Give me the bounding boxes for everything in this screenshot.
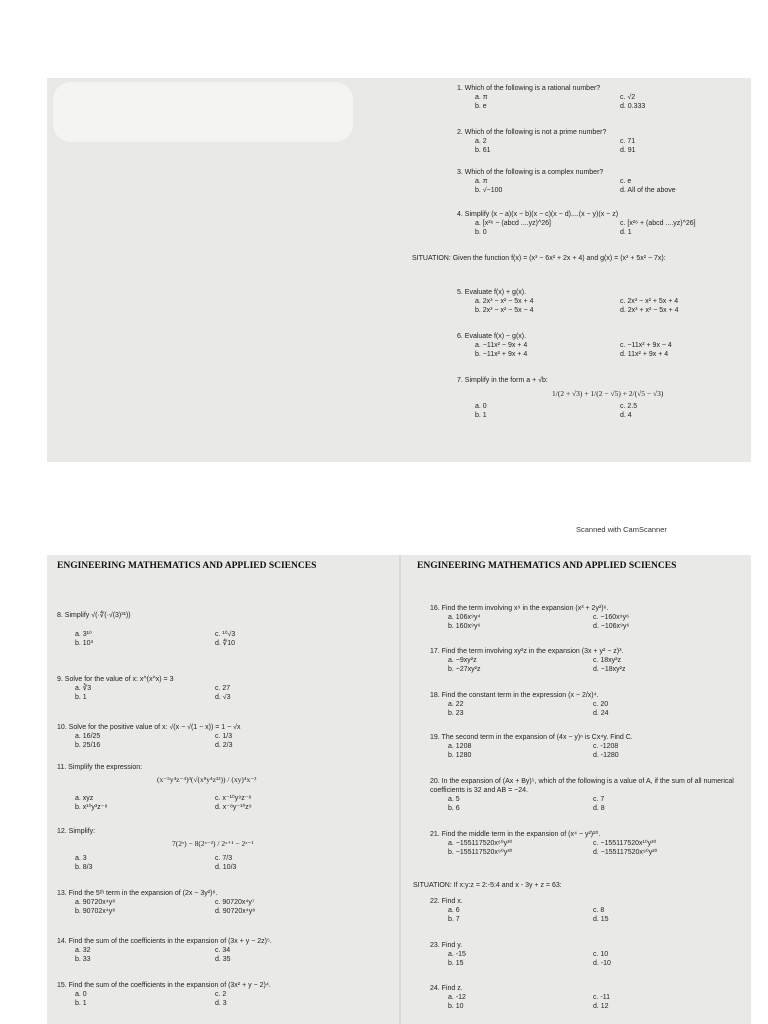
choice-d: d. 11x² + 9x + 4 [620,351,669,358]
choice-a: a. 32 [75,947,91,954]
question-20 [430,777,740,813]
choice-d: d. 12 [593,1003,609,1010]
question-12 [57,827,254,872]
question-9 [57,675,231,702]
choice-d: d. √3 [215,694,231,701]
choice-d: d. 10/3 [215,864,237,871]
choice-a: a. 3¹⁰ [75,631,92,638]
question-18 [430,691,740,718]
question-1 [457,84,645,111]
bottom-scanned-page [47,555,751,1024]
question-5 [457,288,679,315]
choice-a: a. -12 [448,994,466,1001]
choice-d: d. 91 [620,147,636,154]
choice-b: b. 2x³ − x² − 5x − 4 [475,307,534,314]
question-17 [430,647,740,674]
choice-d: d. x⁻⁸y⁻¹⁰z⁹ [215,804,252,811]
math-expression: 1/(2 + √3) + 1/(2 − √5) + 2/(√5 − √3) [552,389,664,398]
choice-a: a. 6 [448,907,460,914]
choice-c: c. 90720x⁴y⁷ [215,899,255,906]
choice-d: d. 3 [215,1000,227,1007]
choice-c: c. 10 [593,951,609,958]
choice-a: a. [x²⁶ − (abcd ....yz)^26] [475,220,551,227]
choice-d: d. 24 [593,710,609,717]
choice-a: a. 0 [75,991,87,998]
choice-c: c. −11x² + 9x − 4 [620,342,672,349]
question-text: 3. Which of the following is a complex number? [457,169,604,176]
question-15 [57,981,271,1008]
choice-d: d. 90720x⁴y⁸ [215,908,256,915]
choice-b: b. −27xy²z [448,666,481,673]
choice-a: a. 90720x⁴y⁸ [75,899,116,906]
question-text: 4. Simplify (x − a)(x − b)(x − c)(x − d)....(x − y)(x − z) [457,211,619,218]
choice-c: c. 8 [593,907,605,914]
choice-a: a. 1208 [448,743,472,750]
choice-d: d. ∜10 [215,640,236,647]
choice-d: d. 8 [593,805,605,812]
question-3 [457,168,676,195]
math-expression: 7(2ˣ) − 8(2ˣ⁻²) / 2ˣ⁺¹ − 2ˣ⁻¹ [172,839,254,848]
top-scanned-page [47,78,751,462]
choice-d: d. 1 [620,229,632,236]
choice-c: c. 27 [215,685,231,692]
choice-b: b. 160x⁹y⁶ [448,623,481,630]
question-text: 21. Find the middle term in the expansion of (x⁴ − y²)²⁰. [430,831,601,838]
choice-a: a. −11x² − 9x + 4 [475,342,528,349]
choice-b: b. 61 [475,147,491,154]
choice-c: c. 2.5 [620,403,638,410]
choice-b: b. 1 [475,412,487,419]
choice-c: c. 7 [593,796,605,803]
choice-a: a. −155117520x⁶⁰y³⁰ [448,840,513,847]
choice-a: a. −9xy²z [448,657,477,664]
choice-d: d. 15 [593,916,609,923]
right-page-header: ENGINEERING MATHEMATICS AND APPLIED SCIENCES [417,561,677,571]
choice-a: a. 0 [475,403,487,410]
choice-c: c. 7/3 [215,855,233,862]
choice-a: a. 5 [448,796,460,803]
choice-d: d. −155117520x⁹⁰y²⁰ [593,849,658,856]
question-4 [457,210,696,237]
question-text: 2. Which of the following is not a prime number? [457,129,607,136]
choice-c: c. 1/3 [215,733,233,740]
choice-c: c. e [620,178,632,185]
question-text: 1. Which of the following is a rational number? [457,85,601,92]
question-2 [457,128,636,155]
choice-b: b. 1 [75,694,87,701]
choice-d: d. 4 [620,412,632,419]
left-page-header: ENGINEERING MATHEMATICS AND APPLIED SCIENCES [57,561,317,571]
choice-c: c. -11 [593,994,610,1001]
choice-b: b. 23 [448,710,464,717]
question-21 [430,830,740,857]
question-text: 22. Find x. [430,898,463,905]
question-19 [430,733,740,760]
question-14 [57,937,272,964]
question-text: 15. Find the sum of the coefficients in the expansion of (3x² + y − 2)⁴. [57,982,271,989]
choice-d: d. −18xy²z [593,666,626,673]
question-text: 16. Find the term involving x⁹ in the expansion (x³ + 2y²)⁶. [430,605,609,612]
choice-a: a. 106x⁹y⁴ [448,614,481,621]
choice-a: a. π [475,178,488,185]
choice-a: a. 22 [448,701,464,708]
question-text: 19. The second term in the expansion of (4x − y)ⁿ is Cx⁴y. Find C. [430,734,633,741]
question-text: 23. Find y. [430,942,463,949]
choice-d: d. 35 [215,956,231,963]
choice-d: d. 2/3 [215,742,233,749]
choice-a: a. 3 [75,855,87,862]
question-text: 6. Evaluate f(x) − g(x). [457,333,527,340]
choice-c: c. 20 [593,701,609,708]
choice-c: c. 34 [215,947,231,954]
choice-c: c. 2x³ − x² + 5x + 4 [620,298,679,305]
question-text: 10. Solve for the positive value of x: √(x − √(1 − x)) = 1 − √x [57,724,241,731]
choice-b: b. 0 [475,229,487,236]
choice-b: b. 25/16 [75,742,101,749]
choice-d: d. -1280 [593,752,619,759]
choice-b: b. 33 [75,956,91,963]
question-22 [430,897,740,924]
choice-c: c. x⁻¹⁰y⁹z⁻⁸ [215,795,252,802]
choice-a: a. -15 [448,951,466,958]
choice-a: a. ∛3 [75,685,92,692]
choice-a: a. π [475,94,488,101]
choice-c: c. 71 [620,138,636,145]
redacted-area [53,82,353,142]
choice-c: c. 18xy²z [593,657,622,664]
question-8 [57,611,235,648]
choice-c: c. ¹⁰√3 [215,631,236,638]
question-23 [430,941,740,968]
choice-b: b. 8/3 [75,864,93,871]
question-text: 17. Find the term involving xy²z in the expansion (3x + y² − z)³. [430,648,624,655]
choice-b: b. x¹⁰y³z⁻⁸ [75,804,108,811]
question-text: 13. Find the 5ᵗʰ term in the expansion of (2x − 3y²)⁸. [57,890,218,897]
choice-c: c. −160x⁹y⁶ [593,614,630,621]
question-6 [457,332,672,359]
choice-c: c. 2 [215,991,227,998]
question-text: 20. In the expansion of (Ax + By)⁵, which of the following is a value of A, if the sum of all numerical coefficients is 32 and AB = −24. [430,778,734,794]
choice-b: b. 15 [448,960,464,967]
question-text: 9. Solve for the value of x: x^(x^x) = 3 [57,676,174,683]
choice-c: c. √2 [620,94,636,101]
choice-c: c. −155117520x¹⁰y³⁰ [593,840,657,847]
choice-c: c. -1208 [593,743,619,750]
choice-a: a. xyz [75,795,94,802]
choice-d: d. -10 [593,960,611,967]
choice-d: d. All of the above [620,187,676,194]
question-text: 12. Simplify: [57,828,96,835]
question-text: 18. Find the constant term in the expression (x − 2/x)⁴. [430,692,599,699]
math-expression: (x⁻⁵y⁴z⁻⁴)³(√(x⁸y⁴z³²)) / (xy)⁴x⁻³ [157,775,257,784]
choice-b: b. √−100 [475,187,503,194]
choice-a: a. 16/25 [75,733,101,740]
question-7 [457,376,663,420]
choice-b: b. −11x² + 9x + 4 [475,351,528,358]
question-24 [430,984,740,1011]
question-text: 7. Simplify in the form a + √b: [457,377,548,384]
choice-d: d. 0.333 [620,103,646,110]
question-text: 14. Find the sum of the coefficients in the expansion of (3x + y − 2z)⁵. [57,938,272,945]
situation-text: SITUATION: If x:y:z = 2:-5:4 and x - 3y + z = 63: [413,882,562,889]
question-text: 8. Simplify √(·∜(·√(3)³¹)) [57,612,131,619]
question-text: 11. Simplify the expression: [57,764,143,771]
choice-a: a. 2 [475,138,487,145]
question-11 [57,763,256,812]
choice-b: b. −155117520x⁹⁰y³⁰ [448,849,513,856]
choice-b: b. 1280 [448,752,472,759]
choice-b: b. 90702x⁴y⁸ [75,908,116,915]
choice-b: b. e [475,103,487,110]
choice-a: a. 2x³ − x² − 5x + 4 [475,298,534,305]
choice-b: b. 7 [448,916,460,923]
scanner-watermark: Scanned with CamScanner [576,525,667,534]
choice-d: d. 2x³ + x² − 5x + 4 [620,307,679,314]
question-10 [57,723,241,750]
page-fold [399,555,401,1024]
question-13 [57,889,255,916]
choice-c: c. [x²⁶ + (abcd ....yz)^26] [620,220,696,227]
situation-text: SITUATION: Given the function f(x) = (x³ − 6x² + 2x + 4) and g(x) = (x³ + 5x² − 7x): [412,255,666,262]
choice-d: d. −106x⁹y⁶ [593,623,630,630]
choice-b: b. 10³ [75,640,93,647]
choice-b: b. 1 [75,1000,87,1007]
choice-b: b. 10 [448,1003,464,1010]
question-16 [430,604,740,631]
question-text: 24. Find z. [430,985,463,992]
choice-b: b. 6 [448,805,460,812]
question-text: 5. Evaluate f(x) + g(x). [457,289,527,296]
